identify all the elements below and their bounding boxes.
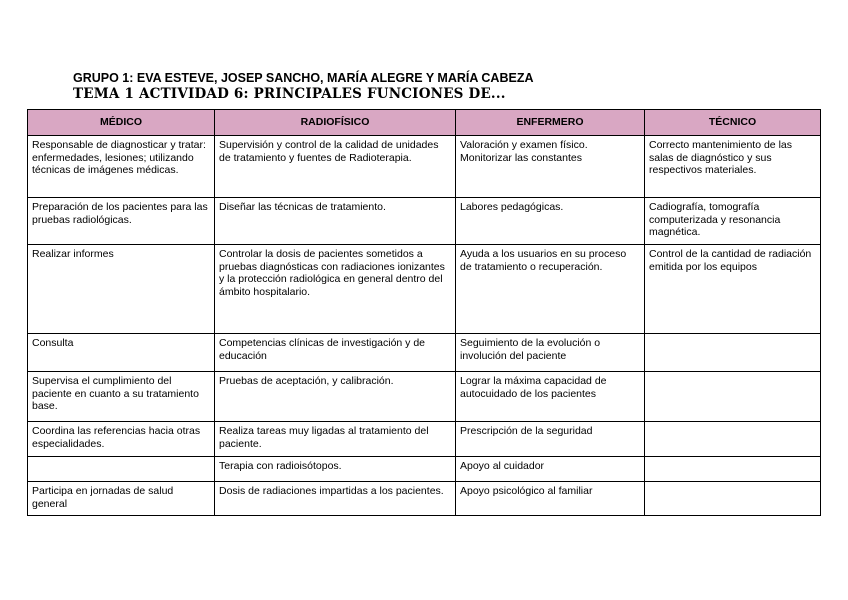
table-cell (645, 334, 821, 372)
group-members-line: GRUPO 1: EVA ESTEVE, JOSEP SANCHO, MARÍA ALEGRE Y MARÍA CABEZA (73, 71, 534, 85)
table-cell: Apoyo al cuidador (456, 457, 645, 482)
table-cell: Terapia con radioisótopos. (215, 457, 456, 482)
table-cell: Control de la cantidad de radiación emitida por los equipos (645, 245, 821, 334)
table-row (28, 245, 821, 334)
table-cell: Participa en jornadas de salud general (28, 482, 215, 516)
table-row (28, 372, 821, 422)
table-cell: Diseñar las técnicas de tratamiento. (215, 198, 456, 245)
table-cell: Pruebas de aceptación, y calibración. (215, 372, 456, 422)
table-row (28, 457, 821, 482)
table-cell: Cadiografía, tomografía computerizada y resonancia magnética. (645, 198, 821, 245)
column-header-enfermero: ENFERMERO (456, 110, 645, 136)
table-cell: Correcto mantenimiento de las salas de diagnóstico y sus respectivos materiales. (645, 136, 821, 198)
table-cell: Preparación de los pacientes para las pruebas radiológicas. (28, 198, 215, 245)
table-cell: Lograr la máxima capacidad de autocuidado de los pacientes (456, 372, 645, 422)
table-cell (645, 482, 821, 516)
table-cell: Prescripción de la seguridad (456, 422, 645, 457)
table-cell (645, 422, 821, 457)
table-cell: Consulta (28, 334, 215, 372)
table-cell: Coordina las referencias hacia otras especialidades. (28, 422, 215, 457)
table-cell: Seguimiento de la evolución o involución del paciente (456, 334, 645, 372)
table-cell (645, 457, 821, 482)
table-cell: Labores pedagógicas. (456, 198, 645, 245)
table-row (28, 482, 821, 516)
table-cell: Competencias clínicas de investigación y de educación (215, 334, 456, 372)
table-cell (28, 457, 215, 482)
table-cell: Valoración y examen físico. Monitorizar las constantes (456, 136, 645, 198)
table-row (28, 136, 821, 198)
column-header-tecnico: TÉCNICO (645, 110, 821, 136)
table-cell: Controlar la dosis de pacientes sometidos a pruebas diagnósticas con radiaciones ionizantes y la protección radiológica en general dentro del ámbito hospitalario. (215, 245, 456, 334)
table-header-row (28, 110, 821, 136)
table-cell (645, 372, 821, 422)
table-cell: Realizar informes (28, 245, 215, 334)
table-cell: Supervisión y control de la calidad de unidades de tratamiento y fuentes de Radioterapia. (215, 136, 456, 198)
table-row (28, 422, 821, 457)
functions-table (27, 109, 821, 516)
table-row (28, 198, 821, 245)
table-cell: Supervisa el cumplimiento del paciente en cuanto a su tratamiento base. (28, 372, 215, 422)
table-cell: Realiza tareas muy ligadas al tratamiento del paciente. (215, 422, 456, 457)
activity-title: TEMA 1 ACTIVIDAD 6: PRINCIPALES FUNCIONES DE... (73, 86, 506, 102)
table-cell: Ayuda a los usuarios en su proceso de tratamiento o recuperación. (456, 245, 645, 334)
table-cell: Apoyo psicológico al familiar (456, 482, 645, 516)
column-header-radiofisico: RADIOFÍSICO (215, 110, 456, 136)
table-cell: Dosis de radiaciones impartidas a los pacientes. (215, 482, 456, 516)
table-cell: Responsable de diagnosticar y tratar: enfermedades, lesiones; utilizando técnicas de imágenes médicas. (28, 136, 215, 198)
table-row (28, 334, 821, 372)
column-header-medico: MÉDICO (28, 110, 215, 136)
